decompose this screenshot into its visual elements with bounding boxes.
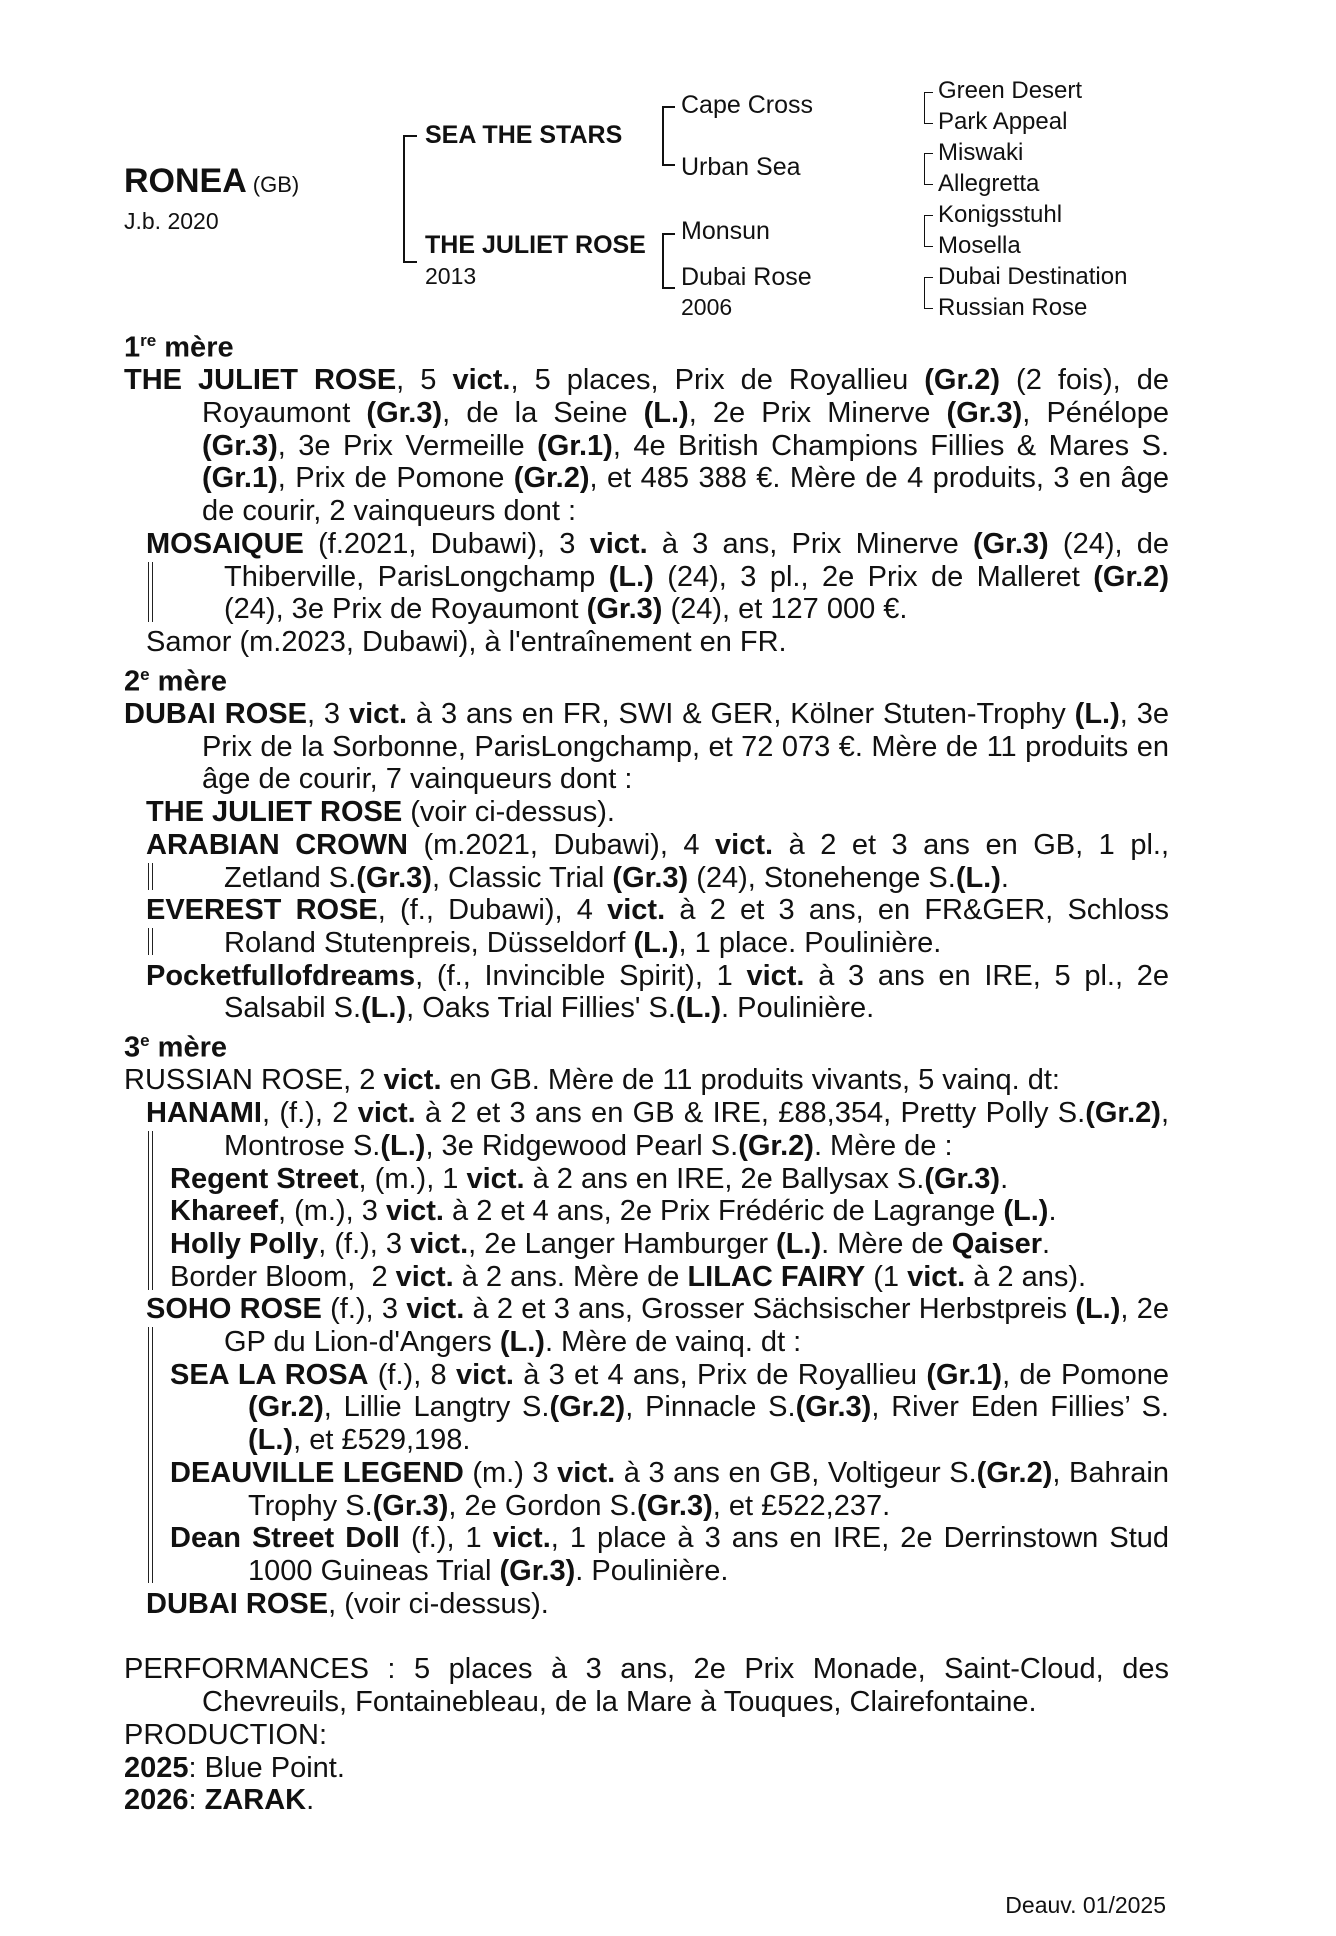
pedigree-dam-dam-year: 2006 — [681, 294, 733, 320]
note-paragraph: HANAMI, (f.), 2 vict. à 2 et 3 ans en GB & IRE, £88,354, Pretty Polly S.(Gr.2), Montrose S.(L.), 3e Ridgewood Pearl S.(Gr.2). Mère de : — [146, 1097, 1170, 1162]
pedigree-g3-name: Dubai Destination — [938, 263, 1128, 290]
note-paragraph: RUSSIAN ROSE, 2 vict. en GB. Mère de 11 produits vivants, 5 vainq. dt: — [124, 1064, 1060, 1097]
continuation-bar — [148, 863, 153, 890]
horse-origin: (GB) — [252, 172, 300, 197]
pedigree-dam-dam: Dubai Rose — [681, 263, 812, 291]
note-paragraph: Samor (m.2023, Dubawi), à l'entraînement en FR. — [146, 625, 787, 658]
section-heading: 3e mère — [124, 1031, 227, 1064]
family-notes-content — [124, 325, 1169, 1817]
pedigree-g3-name: Miswaki — [938, 139, 1024, 166]
note-paragraph: THE JULIET ROSE, 5 vict., 5 places, Prix de Royallieu (Gr.2) (2 fois), de Royaumont (Gr.3), de la Seine (L.), 2e Prix Minerve (Gr.3), Pénélope (Gr.3), 3e Prix Vermeille (Gr.1), 4e British Champions Fillies & Mares S.(Gr.1), Prix de Pomone (Gr.2), et 485 388 €. Mère de 4 produits, 3 en âge de courir, 2 vainqueurs dont : — [124, 364, 1169, 528]
note-paragraph: Khareef, (m.), 3 vict. à 2 et 4 ans, 2e Prix Frédéric de Lagrange (L.). — [170, 1195, 1057, 1228]
pedigree-bracket-sire — [662, 106, 675, 166]
continuation-bar — [148, 1327, 153, 1583]
pedigree-sire: SEA THE STARS — [425, 121, 623, 149]
pedigree-g3-name: Mosella — [938, 232, 1021, 259]
pedigree-dam: THE JULIET ROSE — [425, 231, 646, 259]
production-2026: 2026: ZARAK. — [124, 1784, 315, 1817]
note-paragraph: SOHO ROSE (f.), 3 vict. à 2 et 3 ans, Grosser Sächsischer Herbstpreis (L.), 2e GP du Lion-d'Angers (L.). Mère de vainq. dt : — [146, 1293, 1169, 1359]
footer-code: Deauv. 01/2025 — [1005, 1892, 1166, 1918]
note-paragraph: Holly Polly, (f.), 3 vict., 2e Langer Hamburger (L.). Mère de Qaiser. — [170, 1227, 1051, 1260]
pedigree-g3-name: Allegretta — [938, 170, 1040, 197]
section-heading: 1re mère — [124, 331, 234, 364]
pedigree-gen3 — [938, 75, 1127, 323]
note-paragraph: THE JULIET ROSE (voir ci-dessus). — [146, 796, 615, 829]
pedigree-g3-name: Russian Rose — [938, 294, 1088, 321]
pedigree-bracket-dam — [662, 233, 675, 289]
note-paragraph: DUBAI ROSE, 3 vict. à 3 ans en FR, SWI & GER, Kölner Stuten-Trophy (L.), 3e Prix de la Sorbonne, ParisLongchamp, et 72 073 €. Mère de 11 produits en âge de courir, 7 vainqueurs dont : — [124, 698, 1169, 796]
note-paragraph: DEAUVILLE LEGEND (m.) 3 vict. à 3 ans en GB, Voltigeur S.(Gr.2), Bahrain Trophy S.(Gr.3), 2e Gordon S.(Gr.3), et £522,237. — [170, 1456, 1169, 1522]
pedigree-g3-name: Konigsstuhl — [938, 201, 1063, 228]
performances: PERFORMANCES : 5 places à 3 ans, 2e Prix Monade, Saint-Cloud, des Chevreuils, Fontainebleau, de la Mare à Touques, Clairefontaine. — [124, 1653, 1169, 1719]
production-heading: PRODUCTION: — [124, 1718, 327, 1751]
continuation-bar — [148, 1131, 153, 1290]
pedigree-g3-name: Green Desert — [938, 77, 1083, 104]
note-paragraph: Regent Street, (m.), 1 vict. à 2 ans en IRE, 2e Ballysax S.(Gr.3). — [170, 1162, 1009, 1195]
note-paragraph: MOSAIQUE (f.2021, Dubawi), 3 vict. à 3 ans, Prix Minerve (Gr.3) (24), de Thiberville, ParisLongchamp (L.) (24), 3 pl., 2e Prix de Malleret (Gr.2) (24), 3e Prix de Royaumont (Gr.3) (24), et 127 000 €. — [146, 527, 1169, 626]
horse-name: RONEA — [124, 162, 247, 200]
family-notes — [124, 325, 1169, 1817]
section-heading: 2e mère — [124, 664, 227, 698]
pedigree-sire-sire: Cape Cross — [681, 91, 813, 119]
note-paragraph: Pocketfullofdreams, (f., Invincible Spirit), 1 vict. à 3 ans en IRE, 5 pl., 2e Salsabil S.(L.), Oaks Trial Fillies' S.(L.). Poulinière. — [146, 959, 1169, 1025]
pedigree-bracket-g3-1 — [924, 92, 933, 124]
note-paragraph: ARABIAN CROWN (m.2021, Dubawi), 4 vict. à 2 et 3 ans en GB, 1 pl., Zetland S.(Gr.3), Classic Trial (Gr.3) (24), Stonehenge S.(L.). — [146, 828, 1170, 894]
note-paragraph: Border Bloom, 2 vict. à 2 ans. Mère de LILAC FAIRY (1 vict. à 2 ans). — [170, 1260, 1087, 1293]
spacer — [124, 1620, 1169, 1653]
continuation-bar — [148, 562, 153, 622]
pedigree-bracket-g3-4 — [924, 277, 933, 309]
horse-sex-year: J.b. 2020 — [124, 208, 219, 234]
pedigree-dam-year: 2013 — [425, 263, 477, 289]
pedigree-bracket-main — [403, 135, 417, 263]
production-2025: 2025: Blue Point. — [124, 1751, 345, 1784]
pedigree-dam-sire: Monsun — [681, 217, 770, 245]
note-paragraph: DUBAI ROSE, (voir ci-dessus). — [146, 1587, 549, 1620]
pedigree-bracket-g3-2 — [924, 153, 933, 185]
pedigree-sire-dam: Urban Sea — [681, 153, 801, 181]
horse-title — [124, 162, 299, 201]
pedigree-g3-name: Park Appeal — [938, 108, 1068, 135]
pedigree-bracket-g3-3 — [924, 215, 933, 247]
note-paragraph: EVEREST ROSE, (f., Dubawi), 4 vict. à 2 et 3 ans, en FR&GER, Schloss Roland Stutenpreis, Düsseldorf (L.), 1 place. Poulinière. — [146, 894, 1169, 959]
note-paragraph: Dean Street Doll (f.), 1 vict., 1 place à 3 ans en IRE, 2e Derrinstown Stud 1000 Guineas Trial (Gr.3). Poulinière. — [170, 1522, 1170, 1587]
continuation-bar — [148, 928, 153, 955]
note-paragraph: SEA LA ROSA (f.), 8 vict. à 3 et 4 ans, Prix de Royallieu (Gr.1), de Pomone (Gr.2), Lillie Langtry S.(Gr.2), Pinnacle S.(Gr.3), River Eden Fillies’ S.(L.), et £529,198. — [170, 1358, 1169, 1457]
